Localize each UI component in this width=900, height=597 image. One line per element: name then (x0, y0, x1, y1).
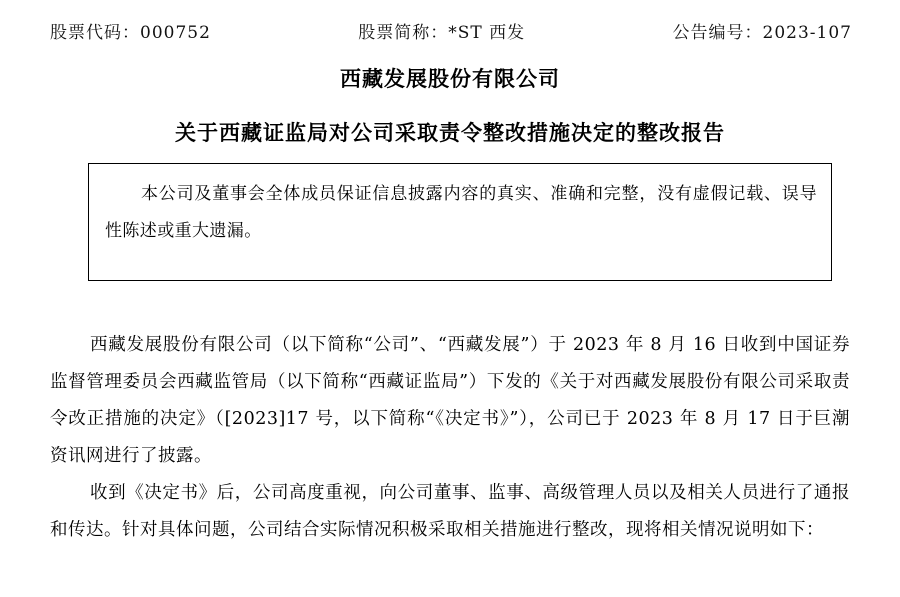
disclaimer-text: 本公司及董事会全体成员保证信息披露内容的真实、准确和完整，没有虚假记载、误导性陈述或重大遗漏。 (105, 184, 817, 241)
body-paragraph: 收到《决定书》后，公司高度重视，向公司董事、监事、高级管理人员以及相关人员进行了通报和传达。针对具体问题，公司结合实际情况积极采取相关措施进行整改，现将相关情况说明如下： (50, 483, 850, 540)
report-title: 关于西藏证监局对公司采取责令整改措施决定的整改报告 (175, 121, 725, 145)
document-header (50, 18, 852, 43)
disclaimer-box (88, 163, 832, 281)
stock-code: 股票代码：000752 (50, 23, 211, 43)
announcement-number: 公告编号：2023-107 (672, 23, 852, 43)
body-paragraph: 西藏发展股份有限公司（以下简称“公司”、“西藏发展”）于 2023 年 8 月 16 日收到中国证券监督管理委员会西藏监管局（以下简称“西藏证监局”）下发的《关于对西藏发展股份有限公司采取责令改正措施的决定》（[2023]17 号，以下简称“《决定书》”），公司已于 2023 年 8 月 17 日于巨潮资讯网进行了披露。 (50, 335, 850, 466)
company-name: 西藏发展股份有限公司 (340, 67, 560, 91)
stock-name: 股票简称：*ST 西发 (358, 23, 526, 43)
